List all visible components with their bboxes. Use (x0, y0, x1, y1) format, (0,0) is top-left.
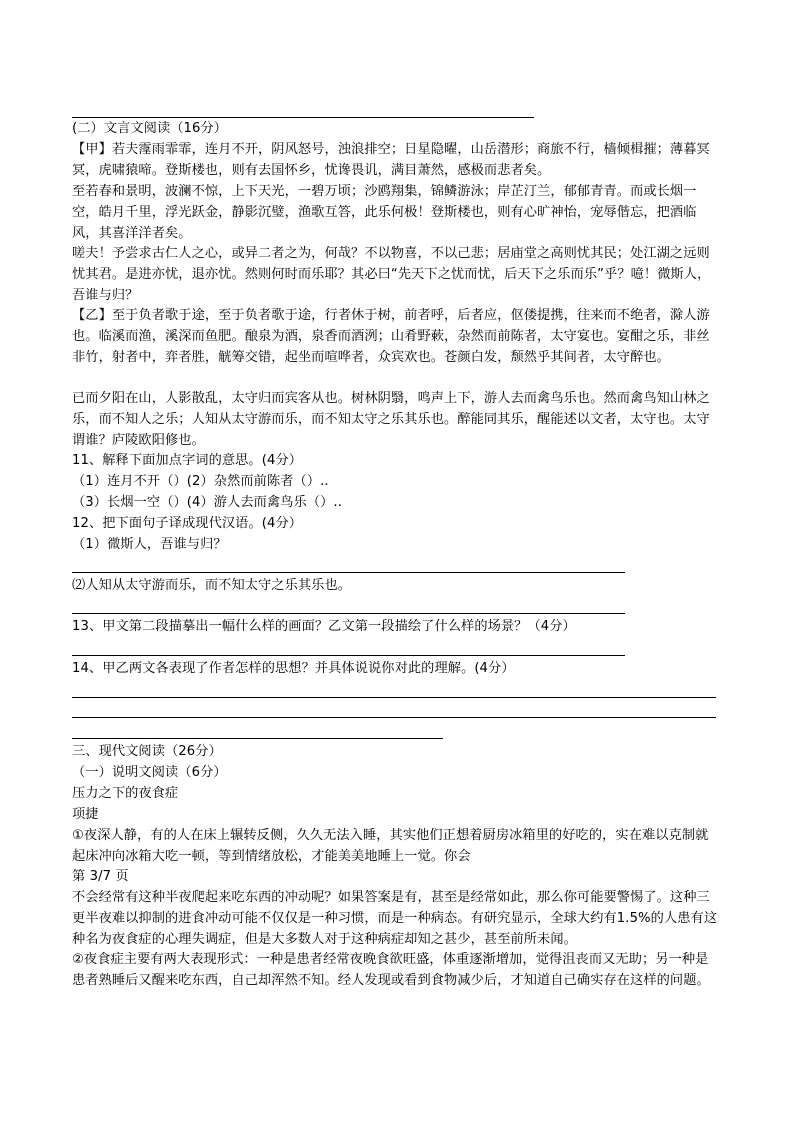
question-13: 13、甲文第二段描摹出一幅什么样的画面？乙文第一段描绘了什么样的场景？（4分） (72, 619, 576, 634)
article-para-2: ②夜食症主要有两大表现形式：一种是患者经常夜晚食欲旺盛，体重逐渐增加，觉得沮丧而又无助；另一种是患者熟睡后又醒来吃东西，自己却浑然不知。经人发现或看到食物减少后，才知道自己确实存在这样的问题。 (72, 952, 710, 988)
question-14: 14、甲乙两文各表现了作者怎样的思想？并具体说说你对此的理解。(4分） (72, 661, 515, 676)
answer-line[interactable] (72, 717, 716, 718)
passage-jia-para1: 【甲】若夫霪雨霏霏，连月不开，阴风怒号，浊浪排空；日星隐曜，山岳潜形；商旅不行，樯倾楫摧；薄暮冥冥，虎啸猿啼。登斯楼也，则有去国怀乡，忧谗畏讥，满目萧然，感极而悲者矣。 (72, 142, 710, 178)
question-11: 11、解释下面加点字词的意思。(4分） (72, 453, 303, 468)
question-11-items-b: （3）长烟一空（）(4）游人去而禽鸟乐（）.. (72, 495, 342, 510)
answer-line[interactable] (72, 572, 625, 573)
section-title-classical: (二）文言文阅读（16分） (72, 121, 228, 136)
page-number: 第 3/7 页 (72, 869, 129, 884)
answer-line[interactable] (72, 697, 716, 698)
answer-line[interactable] (72, 738, 443, 739)
passage-yi-para2: 已而夕阳在山，人影散乱，太守归而宾客从也。树林阴翳，鸣声上下，游人去而禽鸟乐也。然而禽鸟知山林之乐，而不知人之乐；人知从太守游而乐，而不知太守之乐其乐也。醉能同其乐，醒能述以文者，太守也。太守谓谁？庐陵欧阳修也。 (72, 391, 710, 448)
question-12-item-1: （1）微斯人，吾谁与归？ (72, 537, 227, 552)
top-divider (72, 117, 534, 118)
article-author: 项捷 (72, 807, 99, 822)
passage-yi-para1: 【乙】至于负者歌于途，至于负者歌于途，行者休于树，前者呼，后者应，伛偻提携，往来而不绝者，滁人游也。临溪而渔，溪深而鱼肥。酿泉为酒，泉香而酒洌；山肴野蔌，杂然而前陈者，太守宴也。宴酣之乐，非丝非竹，射者中，弈者胜，觥筹交错，起坐而喧哗者，众宾欢也。苍颜白发，颓然乎其间者，太守醉也。 (72, 308, 710, 365)
question-11-items-a: （1）连月不开（）(2）杂然而前陈者（）.. (72, 474, 329, 489)
answer-line[interactable] (72, 655, 625, 656)
subsection-title-expository: （一）说明文阅读（6分） (72, 765, 227, 780)
section-title-modern: 三、现代文阅读（26分） (72, 744, 222, 759)
answer-line[interactable] (72, 613, 625, 614)
question-12-item-2: ⑵人知从太守游而乐，而不知太守之乐其乐也。 (72, 578, 352, 593)
passage-jia-para2: 至若春和景明，波澜不惊，上下天光，一碧万顷；沙鸥翔集，锦鳞游泳；岸芷汀兰，郁郁青青。而或长烟一空，皓月千里，浮光跃金，静影沉璧，渔歌互答，此乐何极！登斯楼也，则有心旷神怡，宠辱偕忘，把酒临风，其喜洋洋者矣。 (72, 184, 697, 241)
article-para-1-continued: 不会经常有这种半夜爬起来吃东西的冲动呢？如果答案是有，甚至是经常如此，那么你可能要警惕了。这种三更半夜难以抑制的进食冲动可能不仅仅是一种习惯，而是一种病态。有研究显示，全球大约有1.5%的人患有这种名为夜食症的心理失调症，但是大多数人对于这种病症却知之甚少，甚至前所未闻。 (72, 890, 718, 947)
passage-jia-para3: 嗟夫！予尝求古仁人之心，或异二者之为，何哉？不以物喜，不以己悲；居庙堂之高则忧其民；处江湖之远则忧其君。是进亦忧，退亦忧。然则何时而乐耶？其必曰“先天下之忧而忧，后天下之乐而乐”乎？噫！微斯人，吾谁与归？ (72, 246, 711, 303)
article-title: 压力之下的夜食症 (72, 786, 179, 801)
question-12: 12、把下面句子译成现代汉语。(4分） (72, 516, 303, 531)
article-para-1: ①夜深人静，有的人在床上辗转反侧，久久无法入睡，其实他们正想着厨房冰箱里的好吃的，实在难以克制就起床冲向冰箱大吃一顿，等到情绪放松，才能美美地睡上一觉。你会 (72, 828, 709, 864)
